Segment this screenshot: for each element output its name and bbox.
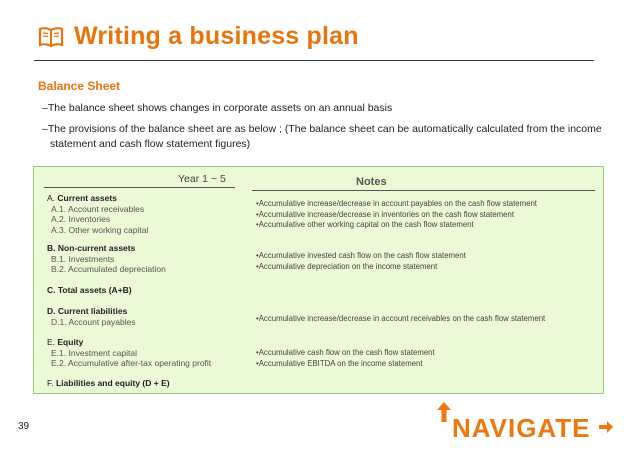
bullet-text-2-line-2: statement and cash flow statement figures): [50, 138, 251, 150]
section-f-heading: F. Liabilities and equity (D + E): [47, 378, 170, 388]
title-divider: [34, 60, 594, 61]
list-item: E.1. Investment capital: [51, 347, 137, 358]
page-number: 39: [18, 421, 30, 432]
note-item: • Accumulative EBITDA on the income statement: [256, 359, 435, 370]
notes-non-current-assets: [256, 251, 466, 272]
section-equity: [47, 337, 211, 369]
section-b-heading: B. Non-current assets: [47, 243, 136, 253]
list-item: A.3. Other working capital: [51, 224, 149, 235]
note-item: • Accumulative increase/decrease in account receivables on the cash flow statement: [256, 314, 545, 325]
year-column-header: Year 1 ~ 5: [178, 173, 226, 185]
list-item: D.1. Account payables: [51, 316, 136, 327]
page-title: Writing a business plan: [74, 22, 359, 50]
notes-current-liabilities: [256, 314, 545, 325]
section-a-heading: A. Current assets: [47, 193, 117, 203]
navigate-logo: [452, 413, 590, 444]
bullet-text-2-line-1: –The provisions of the balance sheet are as below ; (The balance sheet can be automatically calculated from the income: [42, 123, 602, 135]
notes-current-assets: [256, 199, 537, 231]
bullet-text-1: –The balance sheet shows changes in corporate assets on an annual basis: [42, 102, 393, 114]
note-item: • Accumulative increase/decrease in account payables on the cash flow statement: [256, 199, 537, 210]
section-non-current-assets: [47, 243, 166, 275]
note-item: • Accumulative depreciation on the income statement: [256, 262, 466, 273]
section-total-assets: [47, 285, 132, 296]
notes-equity: [256, 348, 435, 369]
section-e-heading: E. Equity: [47, 337, 84, 347]
logo-arrow-right-icon: [598, 419, 614, 435]
note-item: • Accumulative increase/decrease in inventories on the cash flow statement: [256, 210, 537, 221]
list-item: B.1. Investments: [51, 253, 115, 264]
list-item: E.2. Accumulative after-tax operating profit: [51, 358, 212, 368]
section-liabilities-equity: [47, 378, 170, 389]
list-item: A.2. Inventories: [51, 214, 111, 224]
logo-arrow-up-icon: [434, 400, 454, 442]
note-item: • Accumulative invested cash flow on the cash flow statement: [256, 251, 466, 262]
notes-column-header: Notes: [356, 176, 387, 188]
bullet-text-2: [42, 122, 602, 152]
book-icon: [38, 26, 64, 48]
section-d-heading: D. Current liabilities: [47, 306, 128, 316]
section-c-heading: C. Total assets (A+B): [47, 285, 132, 295]
year-header-divider: [44, 187, 235, 188]
logo-text: NAVIGATE: [452, 413, 591, 443]
notes-header-divider: [252, 190, 595, 191]
title-row: [38, 22, 359, 51]
section-current-liabilities: [47, 306, 136, 327]
list-item: B.2. Accumulated depreciation: [51, 264, 166, 274]
note-item: • Accumulative cash flow on the cash flow statement: [256, 348, 435, 359]
note-item: • Accumulative other working capital on the cash flow statement: [256, 220, 537, 231]
section-current-assets: [47, 193, 148, 235]
list-item: A.1. Account receivables: [51, 203, 145, 214]
section-subtitle: Balance Sheet: [38, 79, 121, 93]
